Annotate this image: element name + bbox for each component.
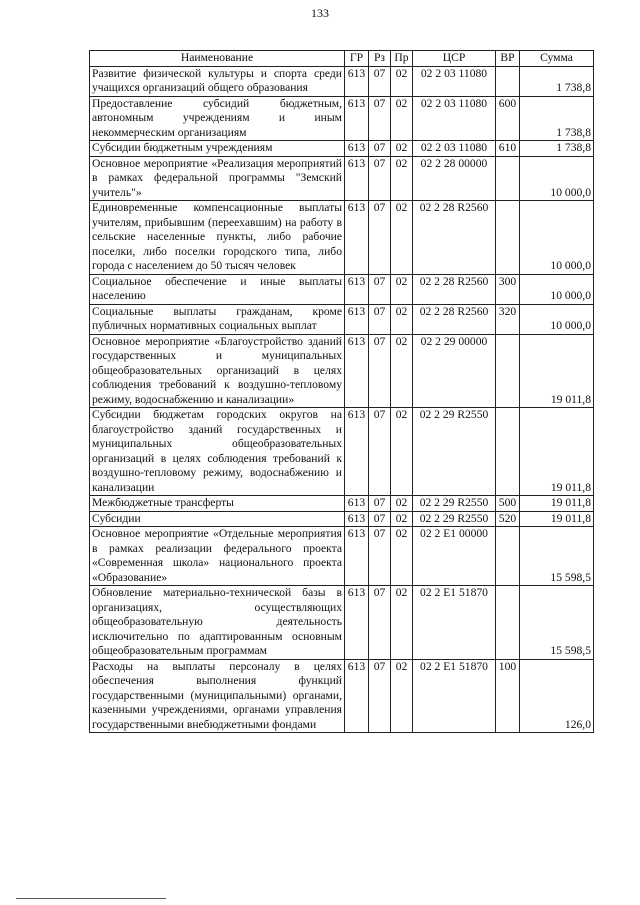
row-name: Межбюджетные трансферты	[90, 496, 345, 512]
row-gr: 613	[345, 156, 369, 201]
row-gr: 613	[345, 66, 369, 96]
row-name: Развитие физической культуры и спорта среди учащихся организаций общего образования	[90, 66, 345, 96]
row-pr: 02	[391, 304, 413, 334]
row-rz: 07	[369, 141, 391, 157]
row-csr: 02 2 03 11080	[413, 96, 496, 141]
row-vr: 600	[496, 96, 520, 141]
table-row	[90, 141, 594, 157]
table-row	[90, 496, 594, 512]
row-pr: 02	[391, 659, 413, 733]
row-csr: 02 2 E1 00000	[413, 527, 496, 586]
table-row	[90, 304, 594, 334]
row-pr: 02	[391, 334, 413, 408]
row-vr	[496, 66, 520, 96]
table-row	[90, 511, 594, 527]
row-vr: 320	[496, 304, 520, 334]
row-pr: 02	[391, 274, 413, 304]
row-sum: 1 738,8	[520, 96, 594, 141]
row-csr: 02 2 03 11080	[413, 66, 496, 96]
footer-rule	[16, 898, 166, 899]
row-name: Основное мероприятие «Отдельные мероприятия в рамках реализации федерального проекта «Современная школа» национального проекта «Образование»	[90, 527, 345, 586]
table-row	[90, 274, 594, 304]
table-row	[90, 334, 594, 408]
row-vr: 300	[496, 274, 520, 304]
table-row	[90, 527, 594, 586]
row-vr	[496, 586, 520, 660]
row-rz: 07	[369, 304, 391, 334]
row-gr: 613	[345, 496, 369, 512]
row-gr: 613	[345, 334, 369, 408]
row-sum: 19 011,8	[520, 334, 594, 408]
row-csr: 02 2 29 R2550	[413, 496, 496, 512]
row-sum: 19 011,8	[520, 496, 594, 512]
row-vr	[496, 408, 520, 496]
header-csr: ЦСР	[413, 51, 496, 67]
row-rz: 07	[369, 274, 391, 304]
row-sum: 1 738,8	[520, 141, 594, 157]
row-name: Социальное обеспечение и иные выплаты населению	[90, 274, 345, 304]
row-pr: 02	[391, 511, 413, 527]
row-sum: 126,0	[520, 659, 594, 733]
row-csr: 02 2 29 00000	[413, 334, 496, 408]
row-rz: 07	[369, 586, 391, 660]
row-rz: 07	[369, 496, 391, 512]
row-pr: 02	[391, 201, 413, 275]
header-sum: Сумма	[520, 51, 594, 67]
row-sum: 15 598,5	[520, 586, 594, 660]
row-gr: 613	[345, 511, 369, 527]
row-gr: 613	[345, 304, 369, 334]
row-csr: 02 2 29 R2550	[413, 511, 496, 527]
row-csr: 02 2 29 R2550	[413, 408, 496, 496]
row-vr	[496, 201, 520, 275]
row-name: Субсидии бюджетам городских округов на благоустройство зданий государственных и муниципальных общеобразовательных организаций в целях соблюдения требований к воздушно-тепловому режиму, водоснабжению и канализации	[90, 408, 345, 496]
row-pr: 02	[391, 141, 413, 157]
header-pr: Пр	[391, 51, 413, 67]
row-pr: 02	[391, 586, 413, 660]
row-rz: 07	[369, 66, 391, 96]
row-pr: 02	[391, 156, 413, 201]
table-row	[90, 659, 594, 733]
row-vr: 100	[496, 659, 520, 733]
row-name: Предоставление субсидий бюджетным, автономным учреждениям и иным некоммерческим организациям	[90, 96, 345, 141]
row-sum: 10 000,0	[520, 156, 594, 201]
row-pr: 02	[391, 527, 413, 586]
table-row	[90, 201, 594, 275]
page-number: 133	[311, 6, 329, 20]
row-csr: 02 2 28 R2560	[413, 201, 496, 275]
row-pr: 02	[391, 408, 413, 496]
row-name: Субсидии	[90, 511, 345, 527]
row-rz: 07	[369, 156, 391, 201]
row-gr: 613	[345, 659, 369, 733]
row-sum: 19 011,8	[520, 511, 594, 527]
row-gr: 613	[345, 586, 369, 660]
row-name: Социальные выплаты гражданам, кроме публичных нормативных социальных выплат	[90, 304, 345, 334]
row-pr: 02	[391, 496, 413, 512]
row-vr	[496, 527, 520, 586]
row-name: Основное мероприятие «Благоустройство зданий государственных и муниципальных общеобразовательных организаций в целях соблюдения требований к воздушно-тепловому режиму, водоснабжению и канализации»	[90, 334, 345, 408]
row-csr: 02 2 28 00000	[413, 156, 496, 201]
row-rz: 07	[369, 527, 391, 586]
row-gr: 613	[345, 201, 369, 275]
row-gr: 613	[345, 408, 369, 496]
row-csr: 02 2 E1 51870	[413, 659, 496, 733]
header-gr: ГР	[345, 51, 369, 67]
table-header-row	[90, 51, 594, 67]
row-sum: 19 011,8	[520, 408, 594, 496]
row-rz: 07	[369, 201, 391, 275]
row-gr: 613	[345, 96, 369, 141]
row-rz: 07	[369, 659, 391, 733]
row-pr: 02	[391, 96, 413, 141]
row-sum: 10 000,0	[520, 201, 594, 275]
row-rz: 07	[369, 408, 391, 496]
table-row	[90, 96, 594, 141]
row-pr: 02	[391, 66, 413, 96]
row-csr: 02 2 28 R2560	[413, 304, 496, 334]
table-row	[90, 586, 594, 660]
row-gr: 613	[345, 274, 369, 304]
row-vr: 610	[496, 141, 520, 157]
row-csr: 02 2 E1 51870	[413, 586, 496, 660]
table-row	[90, 66, 594, 96]
row-csr: 02 2 03 11080	[413, 141, 496, 157]
table-row	[90, 408, 594, 496]
table-row	[90, 156, 594, 201]
row-rz: 07	[369, 334, 391, 408]
row-vr: 520	[496, 511, 520, 527]
row-name: Расходы на выплаты персоналу в целях обеспечения выполнения функций государственными (муниципальными) органами, казенными учреждениями, органами управления государственными внебюджетными фондами	[90, 659, 345, 733]
header-rz: Рз	[369, 51, 391, 67]
row-sum: 1 738,8	[520, 66, 594, 96]
row-name: Субсидии бюджетным учреждениям	[90, 141, 345, 157]
budget-table	[89, 50, 594, 733]
row-sum: 10 000,0	[520, 274, 594, 304]
row-vr: 500	[496, 496, 520, 512]
header-vr: ВР	[496, 51, 520, 67]
row-rz: 07	[369, 96, 391, 141]
row-name: Единовременные компенсационные выплаты учителям, прибывшим (переехавшим) на работу в сельские населенные пункты, либо рабочие поселки, либо поселки городского типа, либо города с населением до 50 тысяч человек	[90, 201, 345, 275]
row-vr	[496, 334, 520, 408]
row-vr	[496, 156, 520, 201]
row-sum: 10 000,0	[520, 304, 594, 334]
row-gr: 613	[345, 527, 369, 586]
row-name: Обновление материально-технической базы в организациях, осуществляющих общеобразовательную деятельность исключительно по адаптированным основным общеобразовательным программам	[90, 586, 345, 660]
row-name: Основное мероприятие «Реализация мероприятий в рамках федеральной программы "Земский учитель"»	[90, 156, 345, 201]
row-gr: 613	[345, 141, 369, 157]
row-rz: 07	[369, 511, 391, 527]
row-sum: 15 598,5	[520, 527, 594, 586]
header-name: Наименование	[90, 51, 345, 67]
row-csr: 02 2 28 R2560	[413, 274, 496, 304]
